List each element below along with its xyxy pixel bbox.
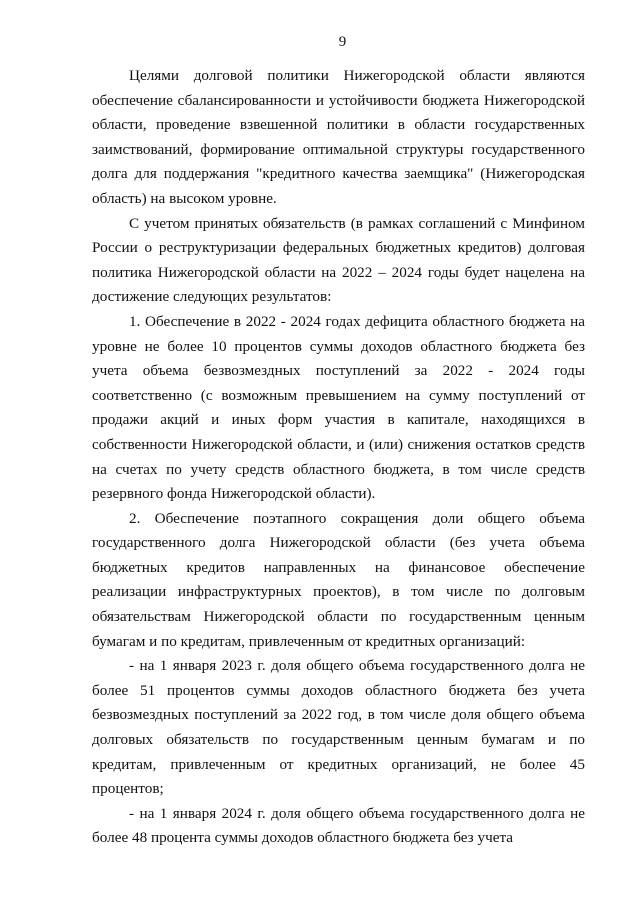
paragraph-debt-policy-goals: Целями долговой политики Нижегородской области являются обеспечение сбалансированности и устойчивости бюджета Нижегородской области, проведение взвешенной политики в области государственных заимствований, формирование оптимальной структуры государственного долга для поддержания "кредитного качества заемщика" (Нижегородская область) на высоком уровне. [92,67,585,207]
paragraph-obligations: С учетом принятых обязательств (в рамках соглашений с Минфином России о реструктуризации федеральных бюджетных кредитов) долговая политика Нижегородской области на 2022 – 2024 годы будет нацелена на достижение следующих результатов: [92,214,585,306]
page-number: 9 [338,34,347,50]
paragraph-item-1-deficit: 1. Обеспечение в 2022 - 2024 годах дефицита областного бюджета на уровне не более 10 процентов суммы доходов областного бюджета без учета объема безвозмездных поступлений за 2022 - 2024 годы соответственно (с возможным превышением на сумму поступлений от продажи акций и иных форм участия в капитале, находящихся в собственности Нижегородской области, и (или) снижения остатков средств на счетах по учету средств областного бюджета, в том числе средств резервного фонда Нижегородской области). [92,312,585,503]
paragraph-bullet-2024: - на 1 января 2024 г. доля общего объема государственного долга не более 48 процента суммы доходов областного бюджета без учета [92,804,585,847]
paragraph-item-2-debt-reduction: 2. Обеспечение поэтапного сокращения доли общего объема государственного долга Нижегородской области (без учета объема бюджетных кредитов направленных на финансовое обеспечение реализации инфраструктурных проектов), в том числе по долговым обязательствам Нижегородской области по государственным ценным бумагам и по кредитам, привлеченным от кредитных организаций: [92,509,585,650]
paragraph-bullet-2023: - на 1 января 2023 г. доля общего объема государственного долга не более 51 процентов суммы доходов областного бюджета без учета безвозмездных поступлений за 2022 год, в том числе доля общего объема долговых обязательств по государственным ценным бумагам и по кредитам, привлеченным от кредитных организаций, не более 45 процентов; [92,657,585,798]
